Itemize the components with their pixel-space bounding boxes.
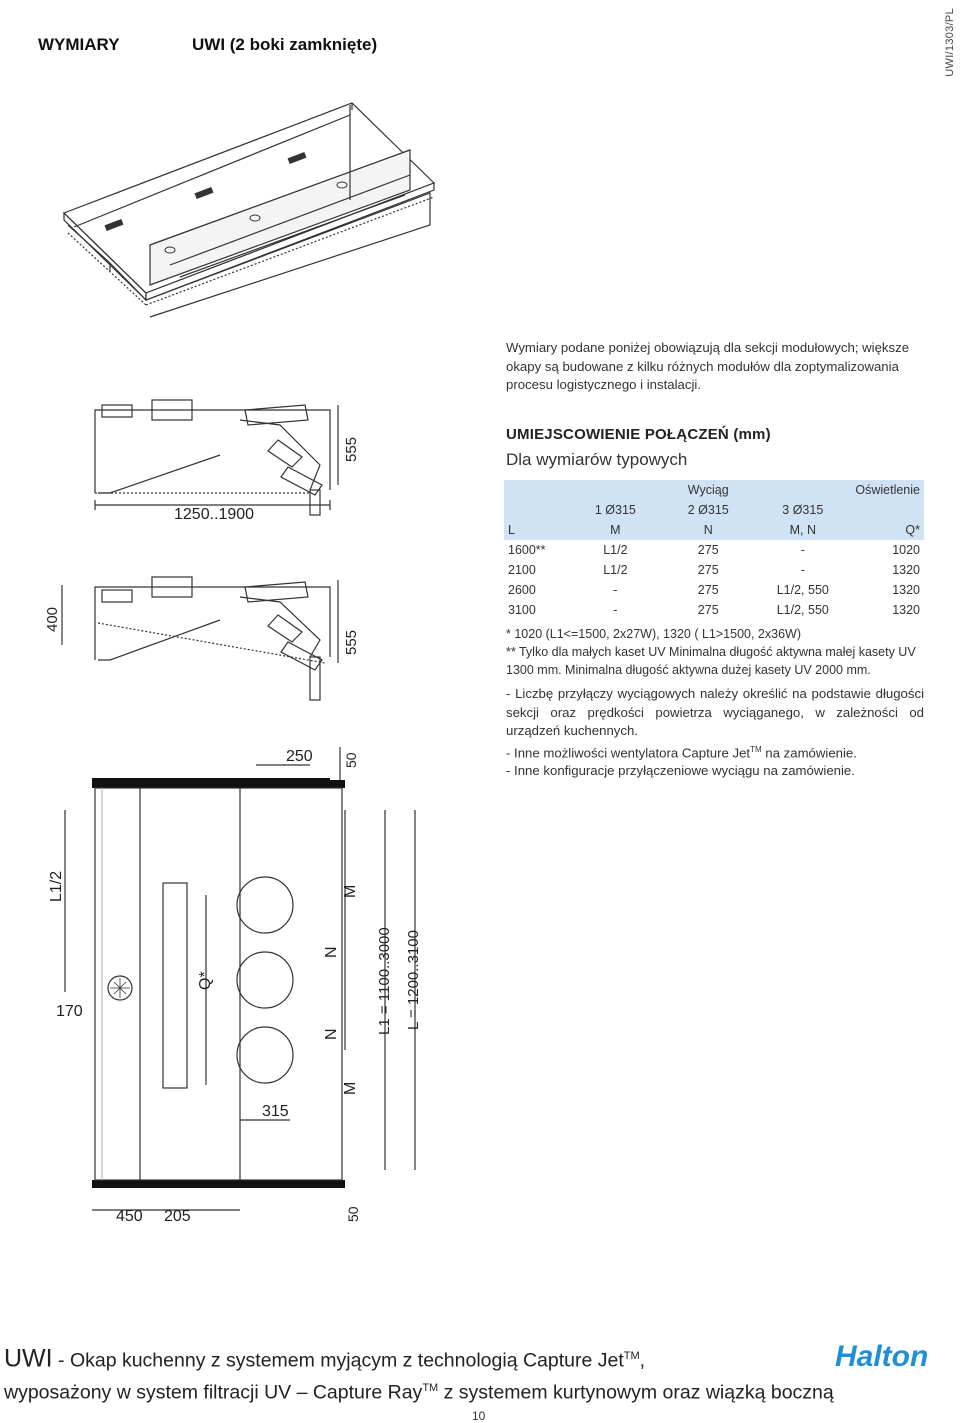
- table-cell: 2100: [508, 563, 536, 577]
- table-cell: 275: [697, 563, 719, 577]
- table-cell: 275: [697, 543, 719, 557]
- col-header: M: [568, 520, 662, 540]
- footer-line-1-text: - Okap kuchenny z systemem myjącym z technologią Capture Jet: [52, 1349, 624, 1372]
- table-header-row: [504, 520, 924, 540]
- halton-logo: [833, 1338, 959, 1372]
- hood-isometric-drawing: [50, 95, 440, 320]
- hood-plan-view-drawing: [40, 780, 430, 1240]
- table-sub-row: [504, 500, 924, 520]
- table-cell: -: [800, 543, 805, 557]
- logo-text: Halton: [835, 1340, 929, 1372]
- table-cell: 1020: [892, 543, 920, 557]
- dim-400: 400: [44, 606, 61, 632]
- col-header: L: [504, 520, 568, 540]
- note-1: * 1020 (L1<=1500, 2x27W), 1320 ( L1>1500, 2x36W): [506, 627, 801, 641]
- dim-N-bottom: N: [323, 1028, 340, 1040]
- dim-M-bottom: M: [342, 1081, 359, 1095]
- table-cell: 275: [697, 603, 719, 617]
- footer-line-2-end: z systemem kurtynowym oraz wiązką boczną: [438, 1381, 834, 1403]
- table-row: [504, 540, 924, 560]
- remark-3: - Inne konfiguracje przyłączeniowe wyciągu na zamówienie.: [506, 763, 855, 779]
- document-id: UWI/1303/PL: [944, 8, 956, 77]
- table-cell: -: [613, 603, 618, 617]
- connections-title: UMIEJSCOWIENIE POŁĄCZEŃ (mm): [506, 426, 771, 443]
- table-cell: 1320: [892, 563, 920, 577]
- dim-50-top: 50: [343, 752, 359, 768]
- trademark-sup: TM: [623, 1350, 640, 1362]
- dim-Q: Q*: [197, 971, 214, 990]
- col-header: Q*: [851, 520, 924, 540]
- table-cell: L1/2: [603, 543, 628, 557]
- dim-1250-1900: 1250..1900: [174, 506, 255, 523]
- table-row: [504, 580, 924, 600]
- note-2: ** Tylko dla małych kaset UV Minimalna długość aktywna małej kasety UV 1300 mm. Minimalna długość aktywna dużej kasety UV 2000 mm.: [506, 645, 916, 677]
- dim-315: 315: [262, 1103, 289, 1120]
- remark-2-text: - Inne możliwości wentylatora Capture Jet: [506, 744, 751, 760]
- page-title: UWI (2 boki zamknięte): [192, 35, 378, 54]
- footer-line-1: [4, 1343, 834, 1375]
- table-group-row: [504, 480, 924, 500]
- dim-250: 250: [286, 748, 313, 765]
- section-label: WYMIARY: [38, 35, 120, 54]
- table-row: [504, 560, 924, 580]
- col-header: M, N: [754, 520, 851, 540]
- dim-M-top: M: [342, 884, 359, 898]
- col-header: N: [662, 520, 754, 540]
- table-cell: 1320: [892, 603, 920, 617]
- sub-header-3: 3 Ø315: [754, 500, 851, 520]
- footer-description: [4, 1343, 834, 1406]
- footer-brand: UWI: [4, 1344, 53, 1373]
- dim-555-bottom: 555: [343, 629, 360, 655]
- footer-line-2: [4, 1375, 834, 1407]
- table-cell: -: [613, 583, 618, 597]
- table-cell: 3100: [508, 603, 536, 617]
- table-cell: L1/2, 550: [776, 603, 829, 617]
- dim-N-top: N: [323, 946, 340, 958]
- connections-subtitle: Dla wymiarów typowych: [506, 450, 688, 469]
- sub-header-2: 2 Ø315: [662, 500, 754, 520]
- intro-text: Wymiary podane poniżej obowiązują dla sekcji modułowych; większe okapy są budowane z kilku różnych modułów dla zoptymalizowania procesu logistycznego i instalacji.: [506, 340, 910, 392]
- dim-50-bottom: 50: [345, 1206, 361, 1222]
- dim-L1-half: L1/2: [48, 870, 65, 902]
- page-number: 10: [472, 1409, 486, 1423]
- sub-header-1: 1 Ø315: [568, 500, 662, 520]
- dim-170: 170: [56, 1003, 83, 1020]
- table-cell: 275: [697, 583, 719, 597]
- group-light-header: Oświetlenie: [851, 480, 924, 500]
- table-cell: 1600**: [508, 543, 546, 557]
- table-cell: 1320: [892, 583, 920, 597]
- trademark-sup: TM: [422, 1381, 439, 1394]
- table-cell: -: [800, 563, 805, 577]
- table-notes: [506, 625, 924, 679]
- group-exhaust-header: Wyciąg: [662, 480, 754, 500]
- table-cell: 2600: [508, 583, 536, 597]
- hood-side-view-drawing: [40, 395, 370, 795]
- remark-1: - Liczbę przyłączy wyciągowych należy określić na podstawie długości sekcji oraz prędkości powietrza wyciąganego, w zależności od urządzeń kuchennych.: [506, 686, 924, 738]
- connections-table: [504, 480, 924, 620]
- remarks: [506, 685, 924, 781]
- table-cell: L1/2: [603, 563, 628, 577]
- dim-L-range: L = 1200..3100: [405, 930, 422, 1030]
- dim-555-top: 555: [343, 436, 360, 462]
- remark-2: [506, 741, 924, 763]
- trademark-sup: TM: [750, 744, 762, 754]
- footer-line-2-text: wyposażony w system filtracji UV – Capture Ray: [4, 1381, 423, 1403]
- footer-line-1-end: ,: [639, 1349, 646, 1372]
- dim-205: 205: [164, 1208, 191, 1225]
- table-row: [504, 600, 924, 620]
- table-cell: L1/2, 550: [776, 583, 829, 597]
- remark-2-end: na zamówienie.: [761, 744, 857, 760]
- dim-450: 450: [116, 1208, 143, 1225]
- dim-L1-range: L1 = 1100..3000: [376, 927, 393, 1035]
